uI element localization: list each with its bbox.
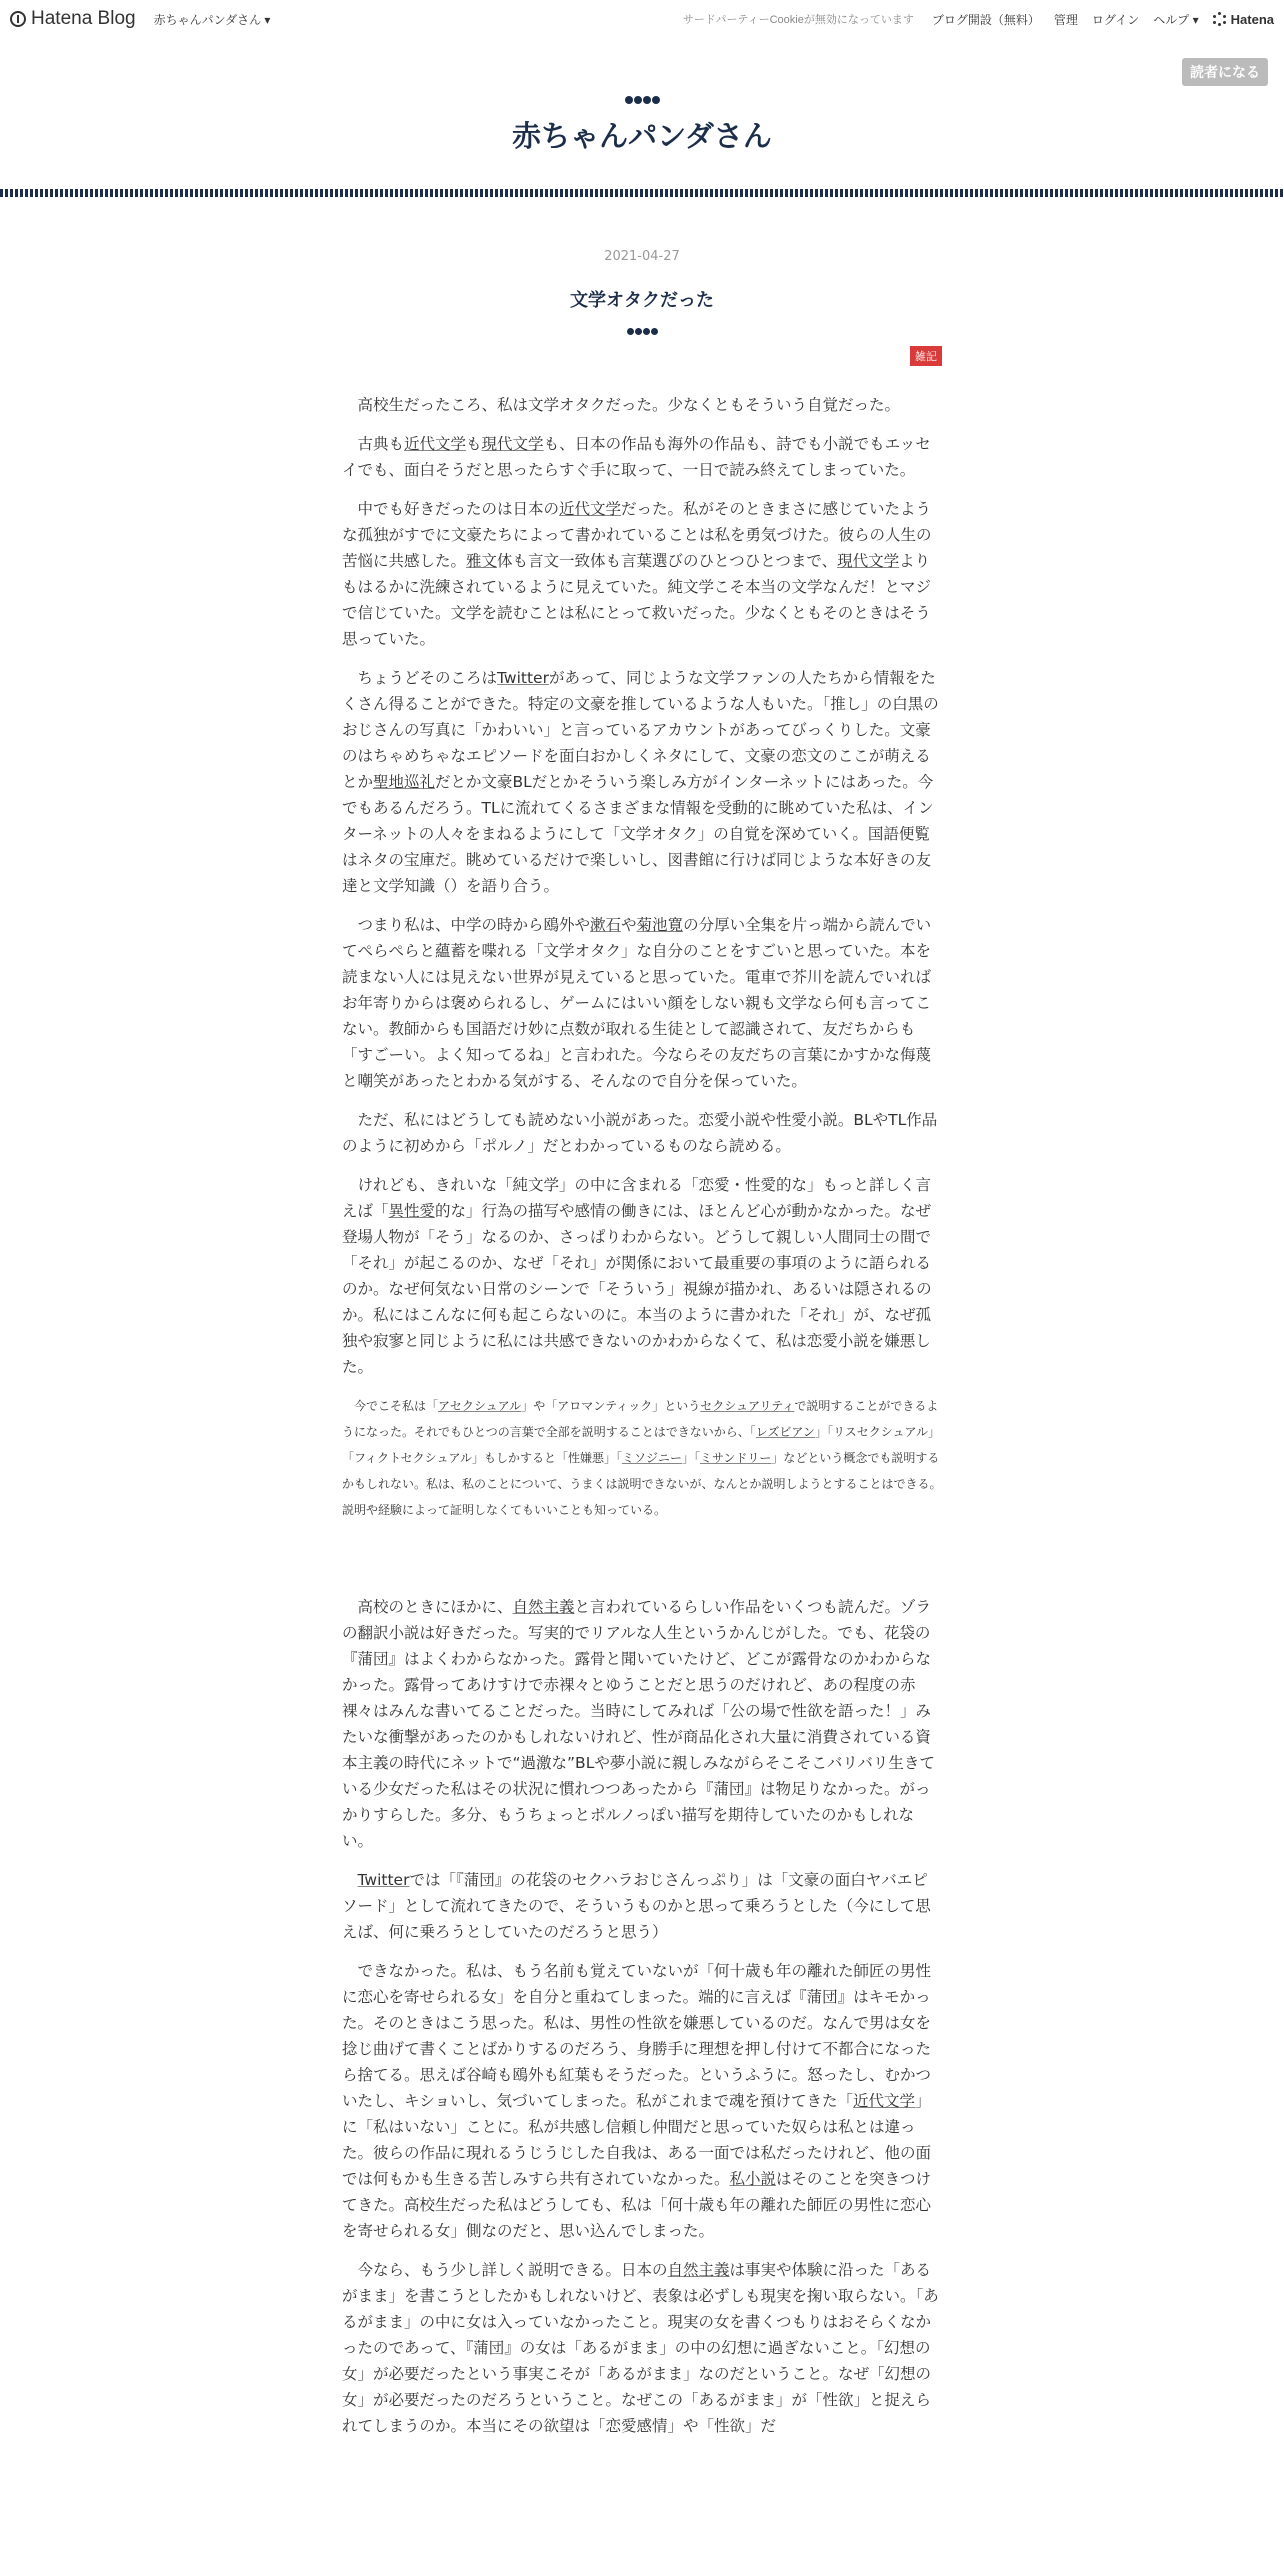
subscribe-button[interactable]: 読者になる	[1182, 58, 1268, 86]
post-title[interactable]: 文学オタクだった	[570, 290, 714, 311]
keyword-link[interactable]: 近代文学	[404, 435, 467, 453]
entry-section-2	[342, 1594, 942, 2439]
keyword-link[interactable]: 異性愛	[388, 1202, 436, 1220]
section-spacer	[342, 1536, 942, 1594]
blog-header	[0, 38, 1284, 197]
login-link[interactable]: ログイン	[1091, 12, 1140, 27]
global-header	[0, 0, 1284, 38]
paragraph: つまり私は、中学の時から鴎外や漱石や菊池寛の分厚い全集を片っ端から読んでいてぺらぺらと蘊蓄を喋れる「文学オタク」な自分のことをすごいと思っていた。本を読まない人には見えない世界が見えていると思っていた。電車で芥川を読んでいればお年寄りからは褒められるし、ゲームにはいい顔をしない親も文学なら何も言ってこない。教師からも国語だけ妙に点数が取れる生徒として認識されて、友だちからも「すごーい。よく知ってるね」と言われた。今ならその友だちの言葉にかすかな侮蔑と嘲笑があったとわかる気がする、そんなので自分を保っていた。	[342, 916, 932, 1090]
entry-content	[342, 392, 942, 2439]
category-row	[342, 345, 942, 366]
keyword-link[interactable]: アセクシュアル	[438, 1399, 522, 1413]
help-menu[interactable]: ヘルプ ▾	[1153, 12, 1199, 27]
keyword-link[interactable]: 漱石	[590, 916, 622, 934]
blog-post	[342, 249, 942, 2439]
keyword-link[interactable]: Twitter	[497, 669, 549, 687]
header-dots-decoration	[0, 96, 1284, 104]
keyword-link[interactable]: 近代文学	[853, 2092, 916, 2110]
entry-section-1	[342, 392, 942, 1380]
keyword-link[interactable]: 雅文	[466, 552, 498, 570]
hatena-menu[interactable]	[1213, 12, 1274, 27]
paragraph: けれども、きれいな「純文学」の中に含まれる「恋愛・性愛的な」もっと詳しく言えば「異性愛的な」行為の描写や感情の働きには、ほとんど心が動かなかった。なぜ登場人物が「そう」なるのか、さっぱりわからない。どうして親しい人間同士の間で「それ」が起こるのか、なぜ「それ」が関係において最重要の事項のように語られるのか。なぜ何気ない日常のシーンで「そういう」視線が描かれ、あるいは隠されるのか。私にはこんなに何も起こらないのに。本当のように書かれた「それ」が、なぜ孤独や寂寥と同じように私には共感できないのかわからなくて、私は恋愛小説を嫌悪した。	[342, 1176, 932, 1376]
global-header-right	[683, 11, 1274, 28]
open-blog-link[interactable]: ブログ開設（無料）	[931, 12, 1040, 27]
hatena-blog-logo[interactable]	[10, 8, 136, 30]
keyword-link[interactable]: 近代文学	[559, 500, 622, 518]
paragraph: Twitterでは「『蒲団』の花袋のセクハラおじさんっぷり」は「文豪の面白ヤバエピソード」として流れてきたので、そういうものかと思って乗ろうとした（今にして思えば、何に乗ろうとしていたのだろうと思う）	[342, 1871, 931, 1941]
title-dots-decoration	[342, 328, 942, 335]
paragraph: 高校のときにほかに、自然主義と言われているらしい作品をいくつも読んだ。ゾラの翻訳小説は好きだった。写実的でリアルな人生というかんじがした。でも、花袋の『蒲団』はよくわからなかった。露骨と聞いていたけど、どこが露骨なのかわからなかった。露骨ってあけすけで赤裸々とゆうことだと思うのだけれど、あの程度の赤裸々はみんな書いてることだった。当時にしてみれば「公の場で性欲を語った！」みたいな衝撃があったのかもしれないけれど、性が商品化され大量に消費されている資本主義の時代にネットで“過激な”BLや夢小説に親しみながらそこそこバリバリ生きている少女だった私はその状況に慣れつつあったから『蒲団』は物足りなかった。がっかりすらした。多分、もうちょっとポルノっぽい描写を期待していたのかもしれない。	[342, 1598, 935, 1850]
keyword-link[interactable]: 現代文学	[481, 435, 544, 453]
category-tag[interactable]: 雑記	[910, 346, 942, 366]
keyword-link[interactable]: 聖地巡礼	[373, 773, 436, 791]
paragraph: 高校生だったころ、私は文学オタクだった。少なくともそういう自覚だった。	[357, 396, 901, 414]
global-header-left	[10, 8, 270, 30]
keyword-link[interactable]: ミソジニー	[621, 1451, 682, 1465]
paragraph: 今なら、もう少し詳しく説明できる。日本の自然主義は事実や体験に沿った「あるがまま」を書こうとしたかもしれないけど、表象は必ずしも現実を掬い取らない。「あるがまま」の中に女は入っていなかったこと。現実の女を書くつもりはおそらくなかったのであって、『蒲団』の女は「あるがまま」の中の幻想に過ぎないこと。「幻想の女」が必要だったという事実こそが「あるがまま」なのだということ。なぜ「幻想の女」が必要だったのだろうということ。なぜこの「あるがまま」が「性欲」と捉えられてしまうのか。本当にその欲望は「恋愛感情」や「性欲」だ	[342, 2261, 939, 2435]
paragraph: できなかった。私は、もう名前も覚えていないが「何十歳も年の離れた師匠の男性に恋心を寄せられる女」を自分と重ねてしまった。端的に言えば『蒲団』はキモかった。そのときはこう思った。私は、男性の性欲を嫌悪しているのだ。なんで男は女を捻じ曲げて書くことばかりするのだろう、身勝手に理想を押し付けて不都合になったら捨てる。思えば谷崎も鴎外も紅葉もそうだった。というふうに。怒ったし、むかついたし、キショいし、気づいてしまった。私がこれまで魂を預けてきた「近代文学」に「私はいない」ことに。私が共感し信頼し仲間だと思っていた奴らは私とは違った。彼らの作品に現れるうじうじした自我は、ある一面では私だったけれど、他の面では何もかも生きる苦しみすら共有されていなかった。私小説はそのことを突きつけてきた。高校生だった私はどうしても、私は「何十歳も年の離れた師匠の男性に恋心を寄せられる女」側なのだと、思い込んでしまった。	[342, 1962, 932, 2240]
keyword-link[interactable]: ミサンドリー	[700, 1451, 772, 1465]
keyword-link[interactable]: 自然主義	[667, 2261, 730, 2279]
header-divider	[0, 189, 1284, 197]
post-date[interactable]: 2021-04-27	[604, 249, 680, 264]
entry-note	[342, 1393, 942, 1523]
paragraph: 今でこそ私は「アセクシュアル」や「アロマンティック」というセクシュアリティで説明することができるようになった。それでもひとつの言葉で全部を説明することはできないから、「レズビアン」「リスセクシュアル」「フィクトセクシュアル」もしかすると「性嫌悪」「ミソジニー」「ミサンドリー」などという概念でも説明するかもしれない。私は、私のことについて、うまくは説明できないが、なんとか説明しようとすることはできる。説明や経験によって証明しなくてもいいことも知っている。	[342, 1399, 942, 1517]
keyword-link[interactable]: 菊池寛	[636, 916, 684, 934]
keyword-link[interactable]: 現代文学	[837, 552, 900, 570]
admin-link[interactable]: 管理	[1053, 12, 1078, 27]
blog-switcher[interactable]: 赤ちゃんパンダさん ▾	[153, 12, 271, 27]
hatena-logo-icon	[10, 11, 26, 27]
keyword-link[interactable]: レズビアン	[755, 1425, 815, 1439]
keyword-link[interactable]: セクシュアリティ	[700, 1399, 795, 1413]
paragraph: ただ、私にはどうしても読めない小説があった。恋愛小説や性愛小説。BLやTL作品のように初めから「ポルノ」だとわかっているものなら読める。	[342, 1111, 938, 1155]
hatena-brand-text: Hatena	[1230, 11, 1274, 27]
keyword-link[interactable]: 私小説	[729, 2170, 777, 2188]
keyword-link[interactable]: Twitter	[357, 1871, 410, 1889]
paragraph: ちょうどそのころはTwitterがあって、同じような文学ファンの人たちから情報をたくさん得ることができた。特定の文豪を推しているような人もいた。「推し」の白黒のおじさんの写真に「かわいい」と言っているアカウントがあってびっくりした。文豪のはちゃめちゃなエピソードを面白おかしくネタにして、文豪の恋文のここが萌えるとか聖地巡礼だとか文豪BLだとかそういう楽しみ方がインターネットにはあった。今でもあるんだろう。TLに流れてくるさまざまな情報を受動的に眺めていた私は、インターネットの人々をまねるようにして「文学オタク」の自覚を深めていく。国語便覧はネタの宝庫だ。眺めているだけで楽しいし、図書館に行けば同じような本好きの友達と文学知識（）を語り合う。	[342, 669, 939, 895]
hatena-dots-icon	[1213, 12, 1227, 26]
hatena-blog-logo-text: Hatena Blog	[31, 8, 136, 29]
paragraph: 中でも好きだったのは日本の近代文学だった。私がそのときまさに感じていたような孤独がすでに文豪たちによって書かれていることは私を勇気づけた。彼らの人生の苦悩に共感した。雅文体も言文一致体も言葉選びのひとつひとつまで、現代文学よりもはるかに洗練されているように見えていた。純文学こそ本当の文学なんだ！とマジで信じていた。文学を読むことは私にとって救いだった。少なくともそのときはそう思っていた。	[342, 500, 932, 648]
cookie-notice[interactable]: サードパーティーCookieが無効になっています	[682, 14, 914, 26]
paragraph: 古典も近代文学も現代文学も、日本の作品も海外の作品も、詩でも小説でもエッセイでも、面白そうだと思ったらすぐ手に取って、一日で読み終えてしまっていた。	[342, 435, 931, 479]
blog-title[interactable]: 赤ちゃんパンダさん	[512, 121, 772, 153]
keyword-link[interactable]: 自然主義	[512, 1598, 575, 1616]
